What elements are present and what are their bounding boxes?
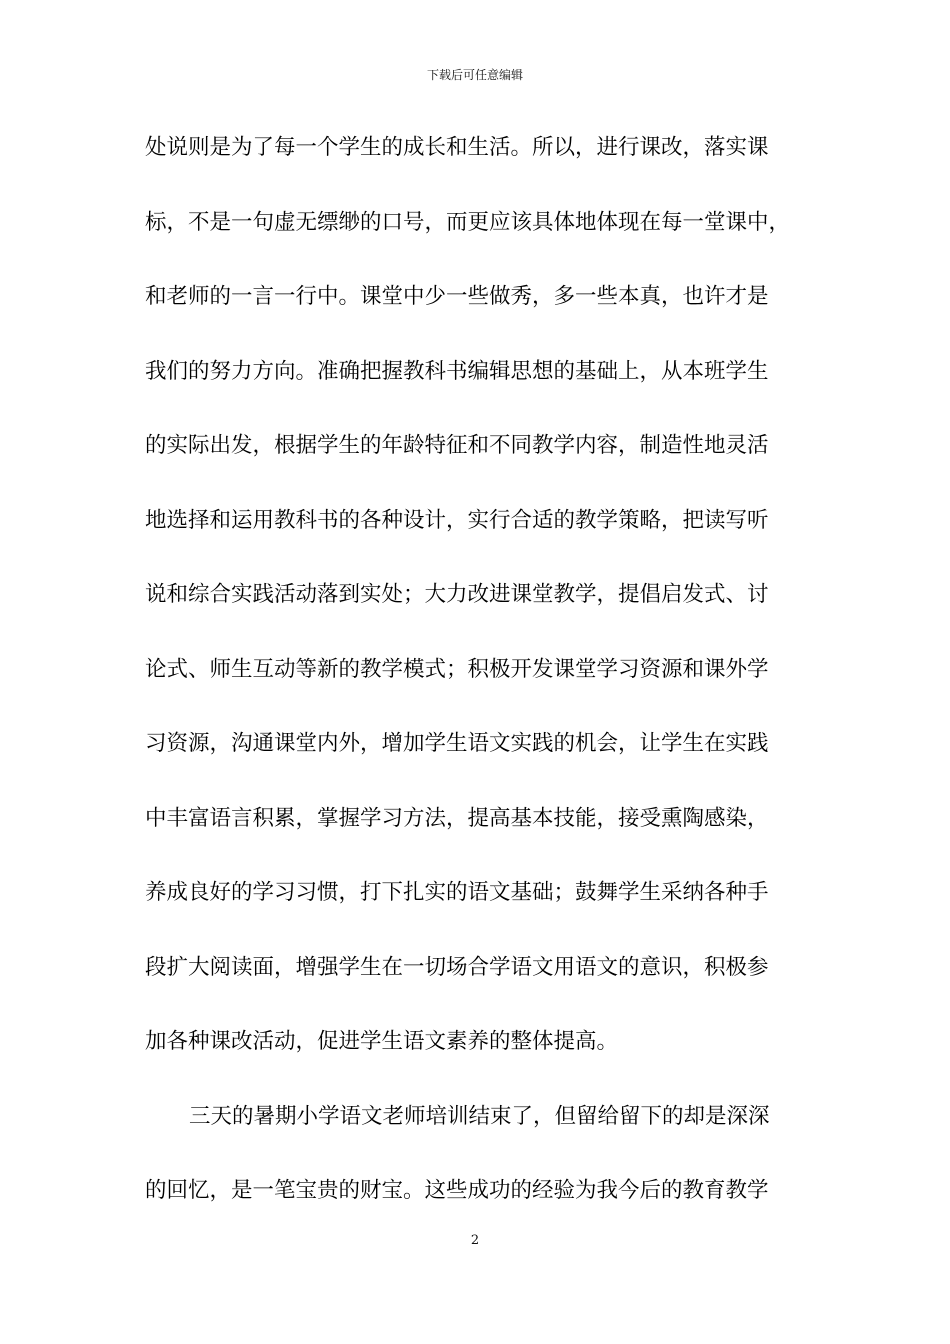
text-line: 的回忆，是一笔宝贵的财宝。这些成功的经验为我今后的教育教学	[145, 1178, 769, 1203]
text-line: 和老师的一言一行中。课堂中少一些做秀，多一些本真，也许才是	[145, 284, 769, 309]
text-line: 养成良好的学习习惯，打下扎实的语文基础；鼓舞学生采纳各种手	[145, 880, 769, 905]
text-line: 论式、师生互动等新的教学模式；积极开发课堂学习资源和课外学	[145, 656, 769, 682]
text-line: 加各种课改活动，促进学生语文素养的整体提高。	[145, 1029, 619, 1054]
text-line: 的实际出发，根据学生的年龄特征和不同教学内容，制造性地灵活	[145, 433, 769, 458]
text-line: 说和综合实践活动落到实处；大力改进课堂教学，提倡启发式、讨	[145, 582, 769, 607]
paragraph-first-line: 三天的暑期小学语文老师培训结束了，但留给留下的却是深深	[189, 1103, 770, 1129]
text-line: 我们的努力方向。准确把握教科书编辑思想的基础上，从本班学生	[145, 358, 769, 384]
text-line: 地选择和运用教科书的各种设计，实行合适的教学策略，把读写听	[145, 507, 769, 533]
text-line: 标，不是一句虚无缥缈的口号，而更应该具体地体现在每一堂课中，	[145, 209, 791, 235]
text-line: 段扩大阅读面，增强学生在一切场合学语文用语文的意识，积极参	[145, 954, 769, 980]
text-line: 处说则是为了每一个学生的成长和生活。所以，进行课改，落实课	[145, 135, 769, 160]
text-line: 中丰富语言积累，掌握学习方法，提高基本技能，接受熏陶感染，	[145, 805, 769, 831]
document-body	[145, 128, 813, 1246]
text-line: 习资源，沟通课堂内外，增加学生语文实践的机会，让学生在实践	[145, 731, 769, 756]
page-number: 2	[470, 1233, 480, 1248]
page-header-note: 下载后可任意编辑	[426, 68, 523, 82]
